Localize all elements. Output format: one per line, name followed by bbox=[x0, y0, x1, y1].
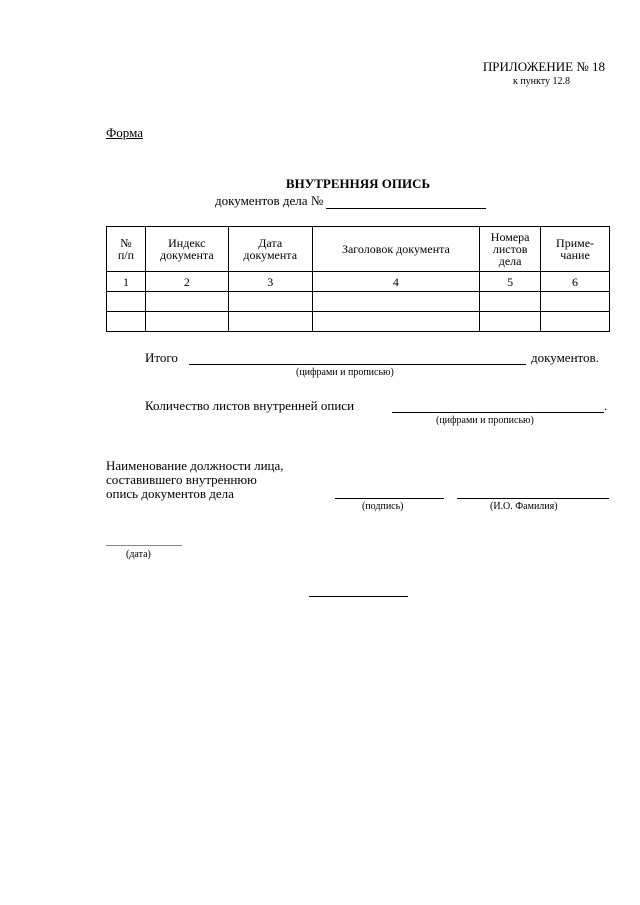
inventory-table bbox=[106, 226, 610, 332]
table-cell bbox=[480, 312, 541, 332]
table-cell: 1 bbox=[107, 272, 146, 292]
position-line-2: составившего внутреннюю bbox=[106, 472, 257, 487]
document-title: ВНУТРЕННЯЯ ОПИСЬ bbox=[285, 176, 431, 191]
name-line bbox=[457, 498, 609, 499]
position-label bbox=[106, 459, 336, 501]
position-line-1: Наименование должности лица, bbox=[106, 458, 284, 473]
subtitle-text: документов дела № bbox=[215, 193, 324, 208]
sheets-line bbox=[392, 412, 604, 413]
header-number: № п/п bbox=[107, 227, 146, 272]
case-number-line bbox=[326, 196, 486, 209]
table-cell bbox=[541, 292, 610, 312]
header-sheet-numbers: Номера листов дела bbox=[480, 227, 541, 272]
bottom-separator bbox=[309, 596, 408, 597]
date-hint: (дата) bbox=[126, 549, 151, 560]
sheets-hint: (цифрами и прописью) bbox=[436, 415, 534, 426]
table-cell: 4 bbox=[312, 272, 480, 292]
table-cell bbox=[480, 292, 541, 312]
table-cell bbox=[312, 292, 480, 312]
signature-hint: (подпись) bbox=[362, 501, 404, 512]
form-label: Форма bbox=[106, 125, 143, 140]
table-cell bbox=[541, 312, 610, 332]
total-suffix: документов. bbox=[531, 350, 599, 365]
name-hint: (И.О. Фамилия) bbox=[490, 501, 558, 512]
table-cell bbox=[145, 292, 228, 312]
header-index: Индекс документа bbox=[145, 227, 228, 272]
table-cell bbox=[107, 312, 146, 332]
total-line bbox=[189, 364, 526, 365]
appendix-subtitle: к пункту 12.8 bbox=[512, 76, 570, 87]
signature-line bbox=[335, 498, 444, 499]
document-subtitle bbox=[215, 193, 486, 209]
table-cell bbox=[145, 312, 228, 332]
table-cell: 6 bbox=[541, 272, 610, 292]
total-label: Итого bbox=[145, 350, 178, 365]
table-header-row bbox=[107, 227, 610, 272]
position-line-3: опись документов дела bbox=[106, 486, 234, 501]
table-cell bbox=[107, 292, 146, 312]
table-cell bbox=[228, 292, 312, 312]
sheets-end: . bbox=[604, 398, 608, 413]
table-cell bbox=[228, 312, 312, 332]
header-date: Дата документа bbox=[228, 227, 312, 272]
appendix-title: ПРИЛОЖЕНИЕ № 18 bbox=[482, 59, 605, 74]
header-doc-title: Заголовок документа bbox=[312, 227, 480, 272]
table-cell: 2 bbox=[145, 272, 228, 292]
table-row bbox=[107, 292, 610, 312]
table-cell bbox=[312, 312, 480, 332]
sheets-label: Количество листов внутренней описи bbox=[145, 398, 355, 413]
header-note: Приме- чание bbox=[541, 227, 610, 272]
table-cell: 3 bbox=[228, 272, 312, 292]
date-line bbox=[106, 545, 182, 546]
table-row bbox=[107, 312, 610, 332]
total-hint: (цифрами и прописью) bbox=[296, 367, 394, 378]
table-cell: 5 bbox=[480, 272, 541, 292]
table-number-row bbox=[107, 272, 610, 292]
